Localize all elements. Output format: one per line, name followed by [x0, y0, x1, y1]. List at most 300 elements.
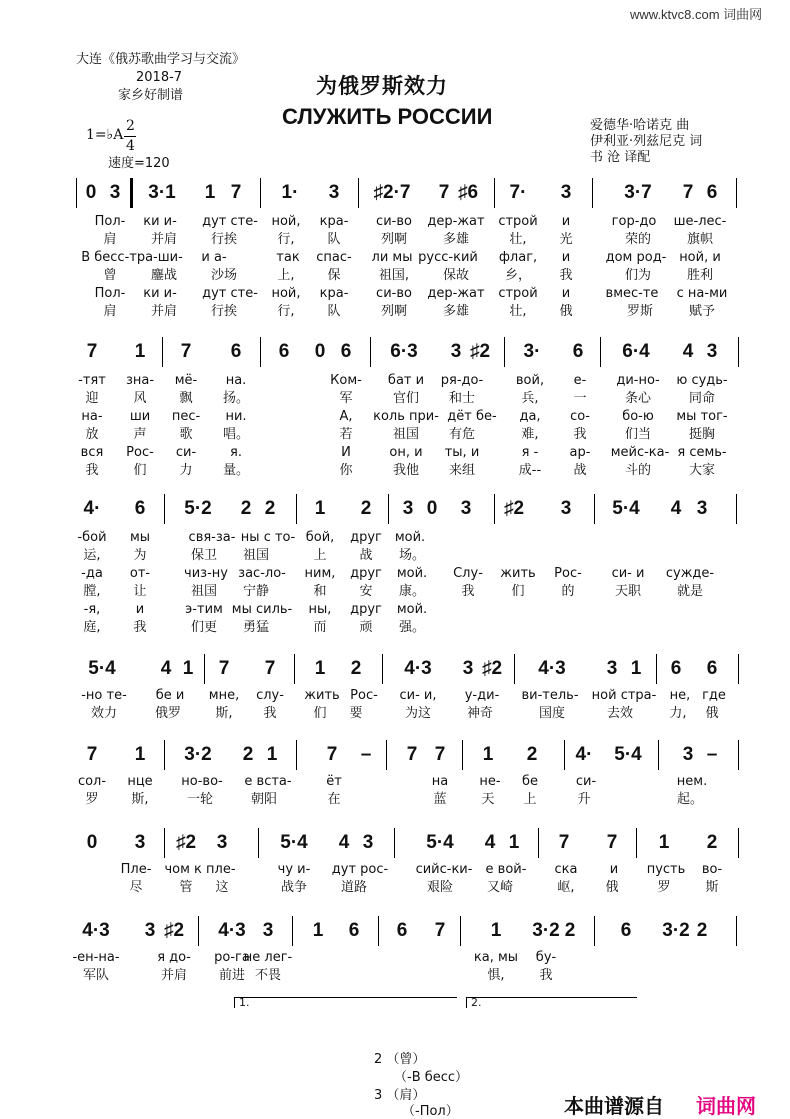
barline: [378, 916, 379, 946]
lyric: зас-ло-: [238, 566, 286, 581]
note: 7: [180, 341, 192, 362]
barline: [462, 740, 463, 770]
lyric: дом род-: [605, 250, 667, 265]
lyric: на: [431, 774, 449, 789]
lyric-line-2: [0, 968, 790, 984]
note: 4·: [83, 498, 101, 519]
lyric-line-3: [0, 409, 790, 425]
note: 3: [216, 832, 228, 853]
barline: [736, 494, 737, 524]
lyric: си-во: [376, 214, 412, 229]
lyric: ря-до-: [440, 373, 484, 388]
lyric: 保: [327, 268, 341, 283]
lyric: 宁静: [242, 584, 270, 599]
lyric: дут сте-: [202, 286, 258, 301]
lyric: 挺胸: [688, 427, 716, 442]
lyric: 场。: [398, 548, 426, 563]
note: 6: [620, 920, 632, 941]
lyric: ди-но-: [616, 373, 660, 388]
lyric: ше-лес-: [673, 214, 727, 229]
lyric: и: [609, 862, 619, 877]
lyric: ной,: [271, 286, 301, 301]
note: 3·2: [184, 744, 212, 765]
lyric: ним,: [304, 566, 336, 581]
lyric: дер-жат: [427, 214, 485, 229]
lyric-line-2: [0, 391, 790, 407]
lyric: 和: [313, 584, 327, 599]
lyric: бу-: [535, 950, 557, 965]
lyric: 我: [573, 427, 587, 442]
lyric: мы тог-: [676, 409, 728, 424]
note: 1: [204, 182, 216, 203]
lyric: 风: [133, 391, 147, 406]
lyric-line-6: [0, 463, 790, 479]
note: 3: [706, 341, 718, 362]
lyric: 们: [313, 706, 327, 721]
lyric: мы силь-: [231, 602, 293, 617]
lyric: ли мы: [371, 250, 413, 265]
lyric: гор-до: [611, 214, 657, 229]
lyric: дут рос-: [331, 862, 389, 877]
lyric: не,: [669, 688, 691, 703]
lyric: ной стра-: [591, 688, 657, 703]
lyric: ска: [554, 862, 578, 877]
lyric: 保卫: [190, 548, 218, 563]
note: –: [706, 744, 718, 765]
staff-system-1: [0, 182, 790, 342]
lyric: 成--: [518, 463, 542, 478]
lyric: 们: [511, 584, 525, 599]
note: ♯2: [503, 498, 525, 519]
barline: [636, 828, 637, 858]
note: 1: [482, 744, 494, 765]
lyric-line-1: [0, 373, 790, 389]
lyric: с на-ми: [676, 286, 728, 301]
note: 3: [462, 658, 474, 679]
lyric: 你: [339, 463, 353, 478]
note: 6·4: [622, 341, 650, 362]
lyric: си-во: [376, 286, 412, 301]
lyric: 大家: [688, 463, 716, 478]
lyric: дут сте-: [202, 214, 258, 229]
lyric: 有危: [448, 427, 476, 442]
lyric: 沙场: [210, 268, 238, 283]
lyric: вся: [80, 445, 104, 460]
lyric: 放: [85, 427, 99, 442]
lyric: Слу-: [453, 566, 483, 581]
note: 4: [338, 832, 350, 853]
note: 4: [484, 832, 496, 853]
translator-label: 书 沧 译配: [590, 150, 651, 165]
lyric: 战: [573, 463, 587, 478]
lyric: 为这: [404, 706, 432, 721]
lyric: от-: [129, 566, 151, 581]
lyric: бо-ю: [622, 409, 654, 424]
lyric: мы: [129, 530, 151, 545]
staff-system-2: [0, 341, 790, 491]
barline: [260, 178, 261, 208]
note: 3: [402, 498, 414, 519]
barline: [382, 654, 383, 684]
lyric: 我他: [392, 463, 420, 478]
lyric: А,: [339, 409, 353, 424]
lyric: дёт бе-: [447, 409, 497, 424]
lyric: 军队: [82, 968, 110, 983]
lyric: 岖,: [557, 880, 575, 895]
note: 3: [560, 498, 572, 519]
barline: [294, 654, 295, 684]
lyric: пусть: [646, 862, 686, 877]
ending-note-4: （-Пол）: [402, 1104, 459, 1119]
lyric: Ком-: [330, 373, 362, 388]
lyric: чу и-: [277, 862, 311, 877]
repeat-start-barline: [130, 178, 133, 208]
note: 7: [230, 182, 242, 203]
note: 2: [564, 920, 576, 941]
note: 6: [340, 341, 352, 362]
lyric: 强。: [398, 620, 426, 635]
lyric: В бесс-тра-ши-: [81, 250, 183, 265]
lyric: 道路: [340, 880, 368, 895]
barline: [494, 494, 495, 524]
lyric-line-3: [0, 250, 790, 266]
lyric: свя-за-: [188, 530, 236, 545]
note: 6: [278, 341, 290, 362]
note: ♯2: [481, 658, 503, 679]
lyric: 肩: [103, 232, 117, 247]
lyric: 的: [561, 584, 575, 599]
time-signature-numerator: 2: [126, 118, 135, 134]
lyric: 们: [133, 463, 147, 478]
note: 1: [182, 658, 194, 679]
lyric: 队: [327, 232, 341, 247]
barline: [658, 740, 659, 770]
lyric: 行挨: [210, 232, 238, 247]
lyric: друг: [350, 566, 382, 581]
barline: [738, 828, 739, 858]
lyric: 我: [559, 268, 573, 283]
lyric: на.: [225, 373, 247, 388]
lyric: 赋予: [688, 304, 716, 319]
note: 1·: [281, 182, 299, 203]
barline: [514, 654, 515, 684]
lyric-line-2: [0, 792, 790, 808]
lyric: мейс-ка-: [610, 445, 670, 460]
note: 3: [144, 920, 156, 941]
lyric: 战: [359, 548, 373, 563]
note: 5·4: [88, 658, 116, 679]
lyric: я -: [521, 445, 539, 460]
note: 5·4: [426, 832, 454, 853]
lyric: 歌: [179, 427, 193, 442]
lyric: Рос-: [350, 688, 378, 703]
tempo-label: 速度=120: [108, 156, 170, 171]
note: 6: [134, 498, 146, 519]
lyric: он, и: [389, 445, 423, 460]
note: 5·2: [184, 498, 212, 519]
note: 1: [312, 920, 324, 941]
lyric: Рос-: [126, 445, 154, 460]
note: 4·3: [82, 920, 110, 941]
lyric: слу-: [256, 688, 284, 703]
lyric: 俄: [705, 706, 719, 721]
lyric: мой.: [396, 602, 428, 617]
lyric: 祖国: [242, 548, 270, 563]
lyric: е-: [573, 373, 587, 388]
staff-system-5: [0, 744, 790, 814]
note: 6: [706, 182, 718, 203]
lyric: ар-: [569, 445, 591, 460]
barline: [386, 740, 387, 770]
lyric: 我: [263, 706, 277, 721]
lyric-line-3: [0, 566, 790, 582]
lyric: си- и,: [399, 688, 437, 703]
barline: [738, 337, 739, 367]
lyric: 这: [215, 880, 229, 895]
lyric: ка, мы: [473, 950, 519, 965]
lyric-line-6: [0, 304, 790, 320]
lyric: 安: [359, 584, 373, 599]
lyric: во-: [701, 862, 723, 877]
note: 1: [134, 744, 146, 765]
lyric: 队: [327, 304, 341, 319]
note: 3·1: [148, 182, 176, 203]
barline: [538, 828, 539, 858]
note: 4·3: [538, 658, 566, 679]
note: 3·2: [532, 920, 560, 941]
staff-system-6: [0, 832, 790, 902]
lyric-line-1: [0, 774, 790, 790]
lyric: я семь-: [677, 445, 727, 460]
lyric: 行挨: [210, 304, 238, 319]
lyric: 膛,: [83, 584, 101, 599]
lyric: 勇猛: [242, 620, 270, 635]
lyric: 艰险: [426, 880, 454, 895]
lyric: друг: [350, 530, 382, 545]
lyric: 兵,: [521, 391, 539, 406]
lyric: 并肩: [150, 304, 178, 319]
lyric: 斗的: [624, 463, 652, 478]
note: 5·4: [280, 832, 308, 853]
lyric: я до-: [157, 950, 191, 965]
note: 7: [218, 658, 230, 679]
lyric: 前进: [218, 968, 246, 983]
lyric: 列啊: [380, 232, 408, 247]
lyric: 不畏: [254, 968, 282, 983]
volta-2: [466, 997, 637, 1008]
note: ♯6: [457, 182, 479, 203]
lyric: 就是: [676, 584, 704, 599]
barline: [736, 916, 737, 946]
volta-1-label: 1.: [239, 996, 250, 1009]
note: 3: [362, 832, 374, 853]
note: 7: [682, 182, 694, 203]
time-signature-line: [124, 136, 136, 137]
note: 1: [508, 832, 520, 853]
lyric: я.: [230, 445, 242, 460]
lyric: 行,: [277, 232, 295, 247]
lyric: 并肩: [150, 232, 178, 247]
lyric: 斯,: [215, 706, 233, 721]
lyric: 难,: [521, 427, 539, 442]
lyricist-label: 伊利亚·列兹尼克 词: [590, 134, 703, 149]
lyric: и: [135, 602, 145, 617]
note: 5·4: [612, 498, 640, 519]
time-signature-denominator: 4: [126, 138, 135, 154]
staff-system-4: [0, 658, 790, 728]
lyric: 我: [85, 463, 99, 478]
lyric: 力,: [669, 706, 687, 721]
barline: [296, 494, 297, 524]
note: 1: [658, 832, 670, 853]
lyric: 多雄: [442, 232, 470, 247]
volta-1: [234, 997, 457, 1008]
barline: [504, 337, 505, 367]
note: 2: [240, 498, 252, 519]
note: ♯2: [175, 832, 197, 853]
barline: [76, 178, 77, 208]
lyric: мне,: [208, 688, 240, 703]
lyric: 胜利: [686, 268, 714, 283]
note: 1: [314, 658, 326, 679]
lyric: 让: [133, 584, 147, 599]
note: 3: [682, 744, 694, 765]
lyric: си-: [575, 774, 597, 789]
barline: [358, 178, 359, 208]
lyric: пес-: [171, 409, 201, 424]
lyric: 惧,: [487, 968, 505, 983]
lyric: флаг,: [498, 250, 538, 265]
note: 7: [606, 832, 618, 853]
note: 4·3: [218, 920, 246, 941]
lyric: 并肩: [160, 968, 188, 983]
lyric-line-1: [0, 688, 790, 704]
lyric: 为: [133, 548, 147, 563]
note: 6: [572, 341, 584, 362]
note: 2: [350, 658, 362, 679]
note: 2: [526, 744, 538, 765]
barline: [198, 916, 199, 946]
lyric: 荣的: [624, 232, 652, 247]
lyric: 们更: [190, 620, 218, 635]
note: 4·: [575, 744, 593, 765]
note: 7: [438, 182, 450, 203]
lyric: 多雄: [442, 304, 470, 319]
note: 3: [450, 341, 462, 362]
note: 2: [264, 498, 276, 519]
note: 6: [230, 341, 242, 362]
lyric: си-: [175, 445, 197, 460]
lyric: 肩: [103, 304, 117, 319]
lyric: 朝阳: [250, 792, 278, 807]
lyric: где: [702, 688, 726, 703]
lyric: 上: [523, 792, 537, 807]
ending-note-2: （-В бесс）: [394, 1070, 469, 1085]
lyric: спас-: [316, 250, 352, 265]
note: 0: [426, 498, 438, 519]
barline: [592, 178, 593, 208]
ending-note-3: 3 （肩）: [374, 1088, 426, 1103]
note: 3: [262, 920, 274, 941]
lyric: 军: [339, 391, 353, 406]
lyric: 壮,: [509, 232, 527, 247]
lyric: -я,: [83, 602, 101, 617]
lyric: 效力: [90, 706, 118, 721]
note: 1: [266, 744, 278, 765]
note: 7: [434, 744, 446, 765]
lyric: 我: [133, 620, 147, 635]
lyric: 升: [577, 792, 591, 807]
staff-system-7: [0, 920, 790, 990]
lyric: вмес-те: [605, 286, 659, 301]
lyric: 天: [481, 792, 495, 807]
note: 4·3: [404, 658, 432, 679]
lyric: 管: [179, 880, 193, 895]
lyric: 一轮: [186, 792, 214, 807]
lyric: е вой-: [485, 862, 527, 877]
note: 7: [264, 658, 276, 679]
lyric: 天职: [614, 584, 642, 599]
barline: [292, 916, 293, 946]
note: 1: [314, 498, 326, 519]
lyric: так: [276, 250, 300, 265]
barline: [738, 740, 739, 770]
note: 3: [696, 498, 708, 519]
barline: [164, 828, 165, 858]
lyric: 保故: [442, 268, 470, 283]
lyric: 乡，: [504, 268, 532, 283]
lyric: и: [561, 250, 571, 265]
lyric: не-: [479, 774, 501, 789]
lyric: 力: [179, 463, 193, 478]
lyric: 我: [461, 584, 475, 599]
lyric: жить: [500, 566, 536, 581]
lyric: да,: [519, 409, 541, 424]
volta-2-label: 2.: [471, 996, 482, 1009]
lyric: у-ди-: [464, 688, 500, 703]
lyric-line-2: [0, 880, 790, 896]
lyric: но-во-: [181, 774, 223, 789]
lyric: 神奇: [466, 706, 494, 721]
note: 2: [242, 744, 254, 765]
note: 1: [134, 341, 146, 362]
barline: [394, 828, 395, 858]
barline: [494, 178, 495, 208]
barline: [738, 654, 739, 684]
lyric: 列啊: [380, 304, 408, 319]
lyric: -но те-: [81, 688, 127, 703]
lyric: 上: [313, 548, 327, 563]
lyric: 上,: [277, 268, 295, 283]
ending-note-1: 2 （曾）: [374, 1052, 426, 1067]
maker-label: 家乡好制谱: [118, 88, 184, 103]
note: 2: [696, 920, 708, 941]
lyric: 行,: [277, 304, 295, 319]
lyric: 量。: [222, 463, 250, 478]
lyric: сужде-: [665, 566, 715, 581]
lyric: 俄: [559, 304, 573, 319]
lyric-line-1: [0, 950, 790, 966]
lyric: 和士: [448, 391, 476, 406]
lyric: И: [341, 445, 351, 460]
lyric: и: [561, 214, 571, 229]
note: –: [360, 744, 372, 765]
barline: [370, 337, 371, 367]
lyric: 罗斯: [626, 304, 654, 319]
barline: [388, 494, 389, 524]
lyric: 尽: [129, 880, 143, 895]
note: 7: [326, 744, 338, 765]
